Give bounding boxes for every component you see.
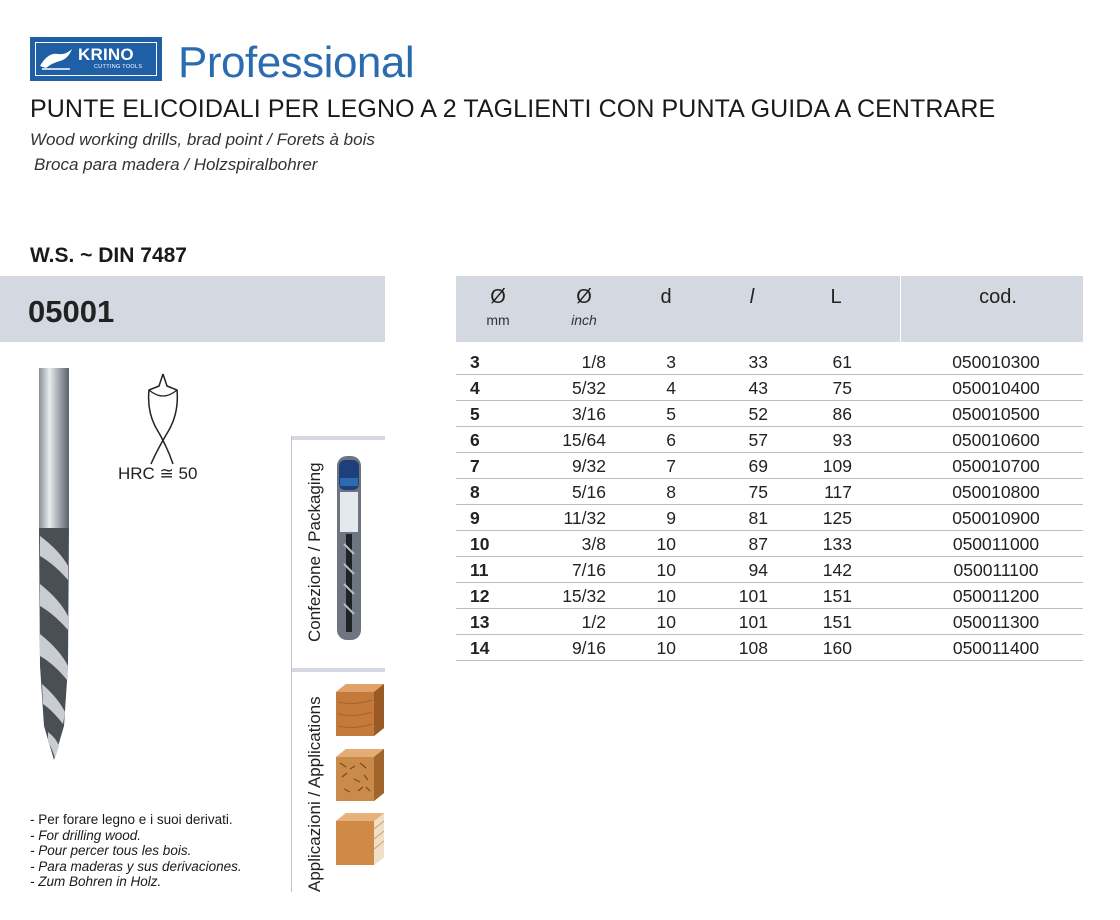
header-diameter-inch: Ø xyxy=(576,286,592,308)
cell-d: 10 xyxy=(656,560,676,580)
drill-bit-image xyxy=(30,366,80,766)
header-code: cod. xyxy=(979,286,1017,308)
subtitle-english-french: Wood working drills, brad point / Forets à bois xyxy=(30,130,375,149)
cell-total-length: 109 xyxy=(822,456,852,476)
cell-diameter-inch: 3/8 xyxy=(581,534,606,554)
cell-total-length: 86 xyxy=(832,404,852,424)
plywood-icon xyxy=(336,813,384,865)
table-row xyxy=(456,401,1083,427)
page-title-italian: PUNTE ELICOIDALI PER LEGNO A 2 TAGLIENTI CON PUNTA GUIDA A CENTRARE xyxy=(30,95,996,123)
cell-code: 050011300 xyxy=(952,612,1040,632)
cell-diameter-mm: 7 xyxy=(470,456,480,476)
cell-total-length: 133 xyxy=(822,534,852,554)
table-row xyxy=(456,531,1083,557)
krino-logo xyxy=(30,37,162,81)
cell-diameter-inch: 3/16 xyxy=(571,404,606,424)
table-row xyxy=(456,375,1083,401)
cell-code: 050011000 xyxy=(952,534,1040,554)
packaging-image xyxy=(334,454,364,642)
section-vertical-rule xyxy=(291,436,292,668)
applications-label: Applicazioni / Applications xyxy=(305,696,324,892)
header-d: d xyxy=(660,286,672,308)
subtitle-spanish-german: Broca para madera / Holzspiralbohrer xyxy=(34,155,318,174)
cell-diameter-mm: 5 xyxy=(470,404,480,424)
header-unit-mm: mm xyxy=(486,312,510,328)
cell-code: 050011200 xyxy=(952,586,1040,606)
cell-code: 050010900 xyxy=(952,508,1040,528)
cell-diameter-mm: 14 xyxy=(470,638,490,658)
table-row xyxy=(456,505,1083,531)
table-row xyxy=(456,349,1083,375)
cell-code: 050010300 xyxy=(952,352,1040,372)
cell-total-length: 75 xyxy=(832,378,852,398)
header-l-large: L xyxy=(830,286,842,308)
table-row xyxy=(456,557,1083,583)
drill-tip-sketch-icon xyxy=(133,372,193,467)
cell-code: 050011100 xyxy=(953,560,1039,580)
standard-label: W.S. ~ DIN 7487 xyxy=(30,244,187,267)
usage-notes xyxy=(30,812,242,890)
table-row xyxy=(456,427,1083,453)
cell-code: 050010500 xyxy=(952,404,1040,424)
section-vertical-rule xyxy=(291,668,292,892)
cell-diameter-mm: 12 xyxy=(470,586,490,606)
cell-diameter-inch: 11/32 xyxy=(563,508,606,528)
table-row xyxy=(456,583,1083,609)
header-diameter-mm: Ø xyxy=(490,286,506,308)
cell-diameter-mm: 13 xyxy=(470,612,490,632)
table-header xyxy=(456,276,1083,342)
section-divider xyxy=(291,436,385,440)
cell-total-length: 93 xyxy=(832,430,852,450)
cell-l: 101 xyxy=(738,612,768,632)
cell-total-length: 142 xyxy=(822,560,852,580)
cell-total-length: 61 xyxy=(832,352,852,372)
note-spanish: - Para maderas y sus derivaciones. xyxy=(30,858,242,874)
table-row xyxy=(456,609,1083,635)
note-english: - For drilling wood. xyxy=(30,827,142,843)
cell-d: 4 xyxy=(666,378,676,398)
cell-l: 69 xyxy=(748,456,768,476)
cell-l: 43 xyxy=(748,378,768,398)
cell-d: 10 xyxy=(656,534,676,554)
cell-l: 87 xyxy=(748,534,768,554)
product-line-title: Professional xyxy=(178,38,415,87)
article-code-bar xyxy=(0,276,385,342)
cell-diameter-inch: 9/32 xyxy=(571,456,606,476)
cell-diameter-inch: 1/8 xyxy=(581,352,606,372)
cell-code: 050010800 xyxy=(952,482,1040,502)
cell-diameter-inch: 1/2 xyxy=(581,612,606,632)
cell-d: 10 xyxy=(656,638,676,658)
header-separator xyxy=(900,276,901,342)
solid-wood-icon xyxy=(336,684,384,736)
cell-total-length: 117 xyxy=(824,482,852,502)
bird-logo-icon xyxy=(38,46,74,72)
cell-d: 8 xyxy=(666,482,676,502)
cell-diameter-mm: 10 xyxy=(470,534,490,554)
cell-diameter-inch: 15/64 xyxy=(562,430,606,450)
cell-d: 6 xyxy=(666,430,676,450)
cell-diameter-mm: 4 xyxy=(470,378,480,398)
cell-code: 050011400 xyxy=(952,638,1040,658)
note-italian: - Per forare legno e i suoi derivati. xyxy=(30,812,233,827)
cell-total-length: 160 xyxy=(822,638,852,658)
cell-d: 3 xyxy=(666,352,676,372)
cell-total-length: 151 xyxy=(822,586,852,606)
cell-d: 9 xyxy=(666,508,676,528)
particle-board-icon xyxy=(336,749,384,801)
cell-d: 10 xyxy=(656,612,676,632)
note-german: - Zum Bohren in Holz. xyxy=(30,874,162,890)
cell-l: 75 xyxy=(748,482,768,502)
cell-d: 7 xyxy=(666,456,676,476)
cell-diameter-inch: 15/32 xyxy=(562,586,606,606)
header-l-small: l xyxy=(749,286,755,308)
cell-l: 108 xyxy=(738,638,768,658)
logo-subtext: CUTTING TOOLS xyxy=(94,64,143,70)
cell-l: 57 xyxy=(748,430,768,450)
cell-code: 050010600 xyxy=(952,430,1040,450)
cell-diameter-mm: 6 xyxy=(470,430,480,450)
section-divider xyxy=(291,668,385,672)
note-french: - Pour percer tous les bois. xyxy=(30,843,192,859)
article-code: 05001 xyxy=(28,294,115,329)
packaging-label: Confezione / Packaging xyxy=(305,462,324,642)
table-row xyxy=(456,635,1083,661)
cell-diameter-mm: 11 xyxy=(470,560,489,580)
cell-l: 101 xyxy=(738,586,768,606)
logo-text: KRINO xyxy=(78,45,134,64)
cell-total-length: 125 xyxy=(822,508,852,528)
cell-total-length: 151 xyxy=(822,612,852,632)
cell-l: 94 xyxy=(748,560,768,580)
cell-diameter-inch: 9/16 xyxy=(571,638,606,658)
table-row xyxy=(456,479,1083,505)
cell-diameter-inch: 7/16 xyxy=(571,560,606,580)
cell-diameter-inch: 5/16 xyxy=(571,482,606,502)
cell-d: 5 xyxy=(666,404,676,424)
cell-code: 050010700 xyxy=(952,456,1040,476)
cell-l: 33 xyxy=(748,352,768,372)
hardness-label: HRC ≅ 50 xyxy=(118,464,198,483)
cell-diameter-mm: 9 xyxy=(470,508,480,528)
cell-l: 81 xyxy=(748,508,768,528)
header-unit-inch: inch xyxy=(571,312,597,328)
cell-l: 52 xyxy=(748,404,768,424)
cell-diameter-mm: 3 xyxy=(470,352,480,372)
cell-diameter-mm: 8 xyxy=(470,482,480,502)
cell-d: 10 xyxy=(656,586,676,606)
cell-code: 050010400 xyxy=(952,378,1040,398)
table-row xyxy=(456,453,1083,479)
cell-diameter-inch: 5/32 xyxy=(571,378,606,398)
